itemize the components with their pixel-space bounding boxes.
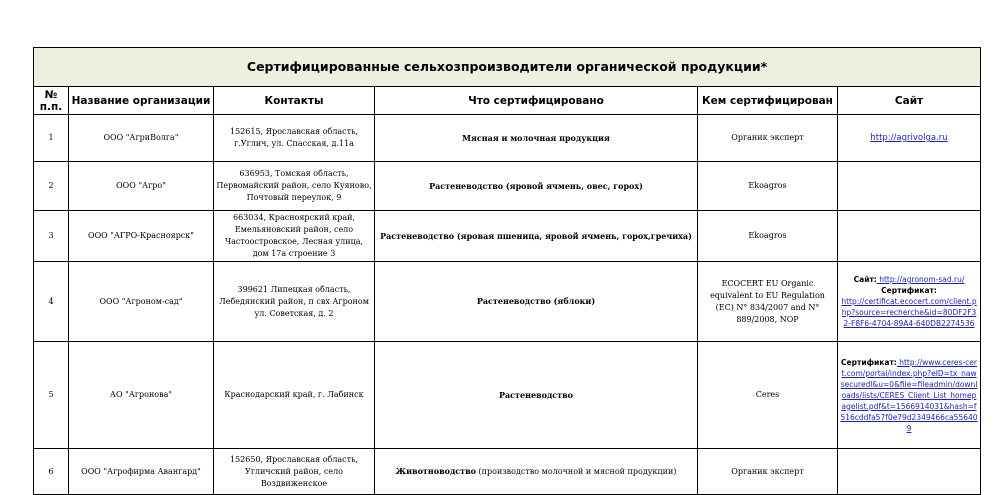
certified-by: Органик эксперт <box>698 449 838 495</box>
certified-by: Ekoagros <box>698 211 838 262</box>
header-contacts: Контакты <box>214 87 375 115</box>
table-row <box>34 449 981 495</box>
header-what: Что сертифицировано <box>375 87 698 115</box>
row-num: 4 <box>34 262 69 342</box>
certified-what-main: Растеневодство (яровой ячмень, овес, горох) <box>429 180 643 191</box>
certificate-label: Сертификат: <box>841 357 897 367</box>
row-num: 1 <box>34 115 69 162</box>
site-cell <box>838 449 981 495</box>
org-contacts: 636953, Томская область, Первомайский район, село Куяново, Почтовый переулок, 9 <box>214 162 375 211</box>
certified-what <box>375 342 698 449</box>
certificate-label: Сертификат: <box>881 286 937 295</box>
site-cell <box>838 115 981 162</box>
certified-what-main: Мясная и молочная продукция <box>462 132 610 143</box>
site-cell <box>838 342 981 449</box>
certified-what <box>375 211 698 262</box>
org-contacts: 152615, Ярославская область, г.Углич, ул. Спасская, д.11а <box>214 115 375 162</box>
org-contacts: 399621 Липецкая область, Лебедянский район, п свх Агроном ул. Советская, д. 2 <box>214 262 375 342</box>
org-contacts: 663034, Красноярский край, Емельяновский район, село Частоостровское, Лесная улица, дом 17а строение 3 <box>214 211 375 262</box>
site-cell <box>838 211 981 262</box>
org-name: ООО "АгриВолга" <box>69 115 214 162</box>
site-link[interactable]: http://agronom-sad.ru/ <box>876 275 965 284</box>
org-name: ООО "Агрофирма Авангард" <box>69 449 214 495</box>
site-cell <box>838 262 981 342</box>
org-name: АО "Агронова" <box>69 342 214 449</box>
row-num: 6 <box>34 449 69 495</box>
table-row <box>34 211 981 262</box>
table-row <box>34 115 981 162</box>
header-num: № п.п. <box>34 87 69 115</box>
org-name: ООО "Агроном-сад" <box>69 262 214 342</box>
site-link[interactable]: http://agrivolga.ru <box>870 133 948 143</box>
table-row <box>34 342 981 449</box>
certified-what <box>375 262 698 342</box>
certificate-link[interactable]: http://certificat.ecocert.com/client.php?source=recherche&id=80DF2F32-F8F6-4704-89A4-640DB2274536 <box>841 297 977 328</box>
title-row <box>34 48 981 87</box>
certified-what-main: Растеневодство (яблоки) <box>476 296 596 306</box>
table-title: Сертифицированные сельхозпроизводители органической продукции* <box>34 48 981 87</box>
org-name: ООО "АГРО-Красноярск" <box>69 211 214 262</box>
certified-producers-table-wrapper <box>33 47 980 495</box>
header-by: Кем сертифицирован <box>698 87 838 115</box>
row-num: 5 <box>34 342 69 449</box>
org-name: ООО "Агро" <box>69 162 214 211</box>
site-label: Сайт: <box>853 275 877 284</box>
certified-by: ECOCERT EU Organic equivalent to EU Regulation (EC) N° 834/2007 and N° 889/2008, NOP <box>698 262 838 342</box>
header-row <box>34 87 981 115</box>
certified-by: Ekoagros <box>698 162 838 211</box>
certified-what-main: Растеневодство <box>498 389 573 400</box>
certified-what-main: Животноводство <box>395 466 477 476</box>
row-num: 2 <box>34 162 69 211</box>
header-name: Название организации <box>69 87 214 115</box>
org-contacts: 152650, Ярославская область, Угличский район, село Воздвиженское <box>214 449 375 495</box>
certified-by: Органик эксперт <box>698 115 838 162</box>
header-site: Сайт <box>838 87 981 115</box>
certified-what-detail: (производство молочной и мясной продукции) <box>476 467 677 476</box>
certificate-link[interactable]: http://www.ceres-cert.com/portal/index.php?eID=tx_nawsecuredl&u=0&file=fileadmin/downloads/lists/CERES_Client_List_homepagelist.pdf&t=1566914031&hash=f516cddfa57f0e79d2349466ca556409 <box>840 357 978 433</box>
certified-what <box>375 449 698 495</box>
row-num: 3 <box>34 211 69 262</box>
certified-what-main: Растеневодство (яровая пшеница, яровой ячмень, горох,гречиха) <box>380 230 692 241</box>
table-row <box>34 162 981 211</box>
table-row <box>34 262 981 342</box>
site-cell <box>838 162 981 211</box>
certified-by: Ceres <box>698 342 838 449</box>
certified-what <box>375 115 698 162</box>
org-contacts: Краснодарский край, г. Лабинск <box>214 342 375 449</box>
certified-producers-table <box>33 47 981 495</box>
certified-what <box>375 162 698 211</box>
